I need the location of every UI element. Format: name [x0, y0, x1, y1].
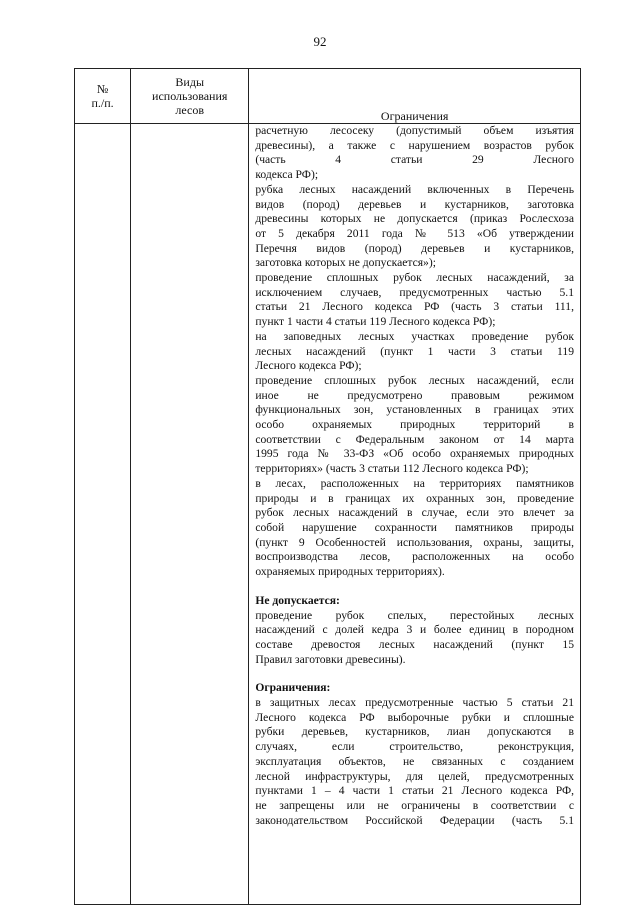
- text-line: видов (пород) деревьев и кустарников, заготовка: [255, 197, 574, 211]
- text-line: территориях» (часть 3 статьи 112 Лесного кодекса РФ);: [255, 462, 529, 476]
- cell-restrictions: [249, 124, 581, 905]
- text-line: эксплуатация объектов, не связанных с созданием: [255, 754, 574, 768]
- text-line: лесной инфраструктуры, для целей, предусмотренных: [255, 769, 574, 783]
- text-line: природы и в границах их охранных зон, проведение: [255, 491, 574, 505]
- text-line: охраняемых природных территориях).: [255, 565, 445, 579]
- text-line: воспроизводства лесов, расположенных на особо: [255, 550, 574, 564]
- text-line: соответствии с Федеральным законом от 14 марта: [255, 432, 574, 446]
- page-number: 92: [313, 34, 327, 49]
- text-line: рубок лесных насаждений в случае, если это влечет за: [255, 506, 574, 520]
- header-forest-use-types-line: лесов: [175, 103, 205, 117]
- restrictions-text: [249, 124, 580, 828]
- text-line: составе древостоя лесных насаждений (пункт 15: [255, 637, 574, 651]
- header-forest-use-types: [131, 69, 249, 124]
- text-line: проведение сплошных рубок лесных насаждений, за: [255, 271, 574, 285]
- cell-forest-use-type: [131, 124, 249, 905]
- cell-number: [75, 124, 131, 905]
- text-line: функциональных зон, установленных в границах этих: [255, 403, 574, 417]
- header-number-line: п./п.: [91, 96, 114, 110]
- header-number: [75, 69, 131, 124]
- text-line: рубка лесных насаждений включенных в Перечень: [255, 182, 574, 196]
- text-line: пункт 1 части 4 статьи 119 Лесного кодекса РФ);: [255, 315, 496, 329]
- header-number-line: №: [96, 82, 109, 96]
- text-line: заготовка которых не допускается»);: [255, 256, 436, 270]
- text-line: не запрещены или не ограничены в соответствии с: [255, 798, 574, 812]
- text-line: древесины), а также с нарушением возрастов рубок: [255, 138, 574, 152]
- paragraph-gap: [255, 580, 574, 594]
- text-line: от 5 декабря 2011 года № 513 «Об утверждении: [255, 226, 574, 240]
- text-line: в защитных лесах предусмотренные частью 5 статьи 21: [255, 696, 574, 710]
- text-line: кодекса РФ);: [255, 168, 319, 182]
- text-line: законодательством Российской Федерации (часть 5.1: [255, 813, 574, 827]
- header-forest-use-types-line: Виды: [175, 75, 205, 89]
- text-line: исключением случаев, предусмотренных частью 5.1: [255, 285, 574, 299]
- text-line: 1995 года № 33-ФЗ «Об особо охраняемых природных: [255, 447, 574, 461]
- paragraph-gap: [255, 667, 574, 681]
- header-restrictions: Ограничения: [249, 69, 581, 124]
- text-line: Правил заготовки древесины).: [255, 652, 406, 666]
- text-line: собой нарушение сохранности памятников природы: [255, 520, 574, 534]
- section-heading: Не допускается:: [255, 593, 340, 607]
- text-line: иное не предусмотрено правовым режимом: [255, 388, 574, 402]
- text-line: случаях, если строительство, реконструкция,: [255, 740, 574, 754]
- text-line: насаждений с долей кедра 3 и более единиц в породном: [255, 623, 574, 637]
- table-header-row: [75, 69, 581, 124]
- restrictions-table: [74, 68, 581, 905]
- text-line: расчетную лесосеку (допустимый объем изъятия: [255, 124, 574, 137]
- text-line: на заповедных лесных участках проведение рубок: [255, 329, 574, 343]
- text-line: рубки деревьев, кустарников, лиан допускаются в: [255, 725, 574, 739]
- text-line: лесных насаждений (пункт 1 части 3 статьи 119: [255, 344, 574, 358]
- text-line: статьи 21 Лесного кодекса РФ (часть 3 статьи 111,: [255, 300, 574, 314]
- text-line: Лесного кодекса РФ выборочные рубки и сплошные: [255, 710, 574, 724]
- text-line: (часть 4 статьи 29 Лесного: [255, 153, 574, 167]
- text-line: особо охраняемых природных территорий в: [255, 418, 574, 432]
- text-line: Перечня видов (пород) деревьев и кустарников,: [255, 241, 574, 255]
- text-line: древесины которых не допускается (приказ Рослесхоза: [255, 212, 574, 226]
- text-line: пунктами 1 – 4 части 1 статьи 21 Лесного кодекса РФ,: [255, 784, 574, 798]
- table-row: [75, 124, 581, 905]
- text-line: проведение рубок спелых, перестойных лесных: [255, 608, 574, 622]
- text-line: в лесах, расположенных на территориях памятников: [255, 476, 574, 490]
- header-forest-use-types-line: использования: [152, 89, 228, 103]
- text-line: Лесного кодекса РФ);: [255, 359, 362, 373]
- text-line: проведение сплошных рубок лесных насаждений, если: [255, 373, 574, 387]
- text-line: (пункт 9 Особенностей использования, охраны, защиты,: [255, 535, 574, 549]
- section-heading: Ограничения:: [255, 681, 331, 695]
